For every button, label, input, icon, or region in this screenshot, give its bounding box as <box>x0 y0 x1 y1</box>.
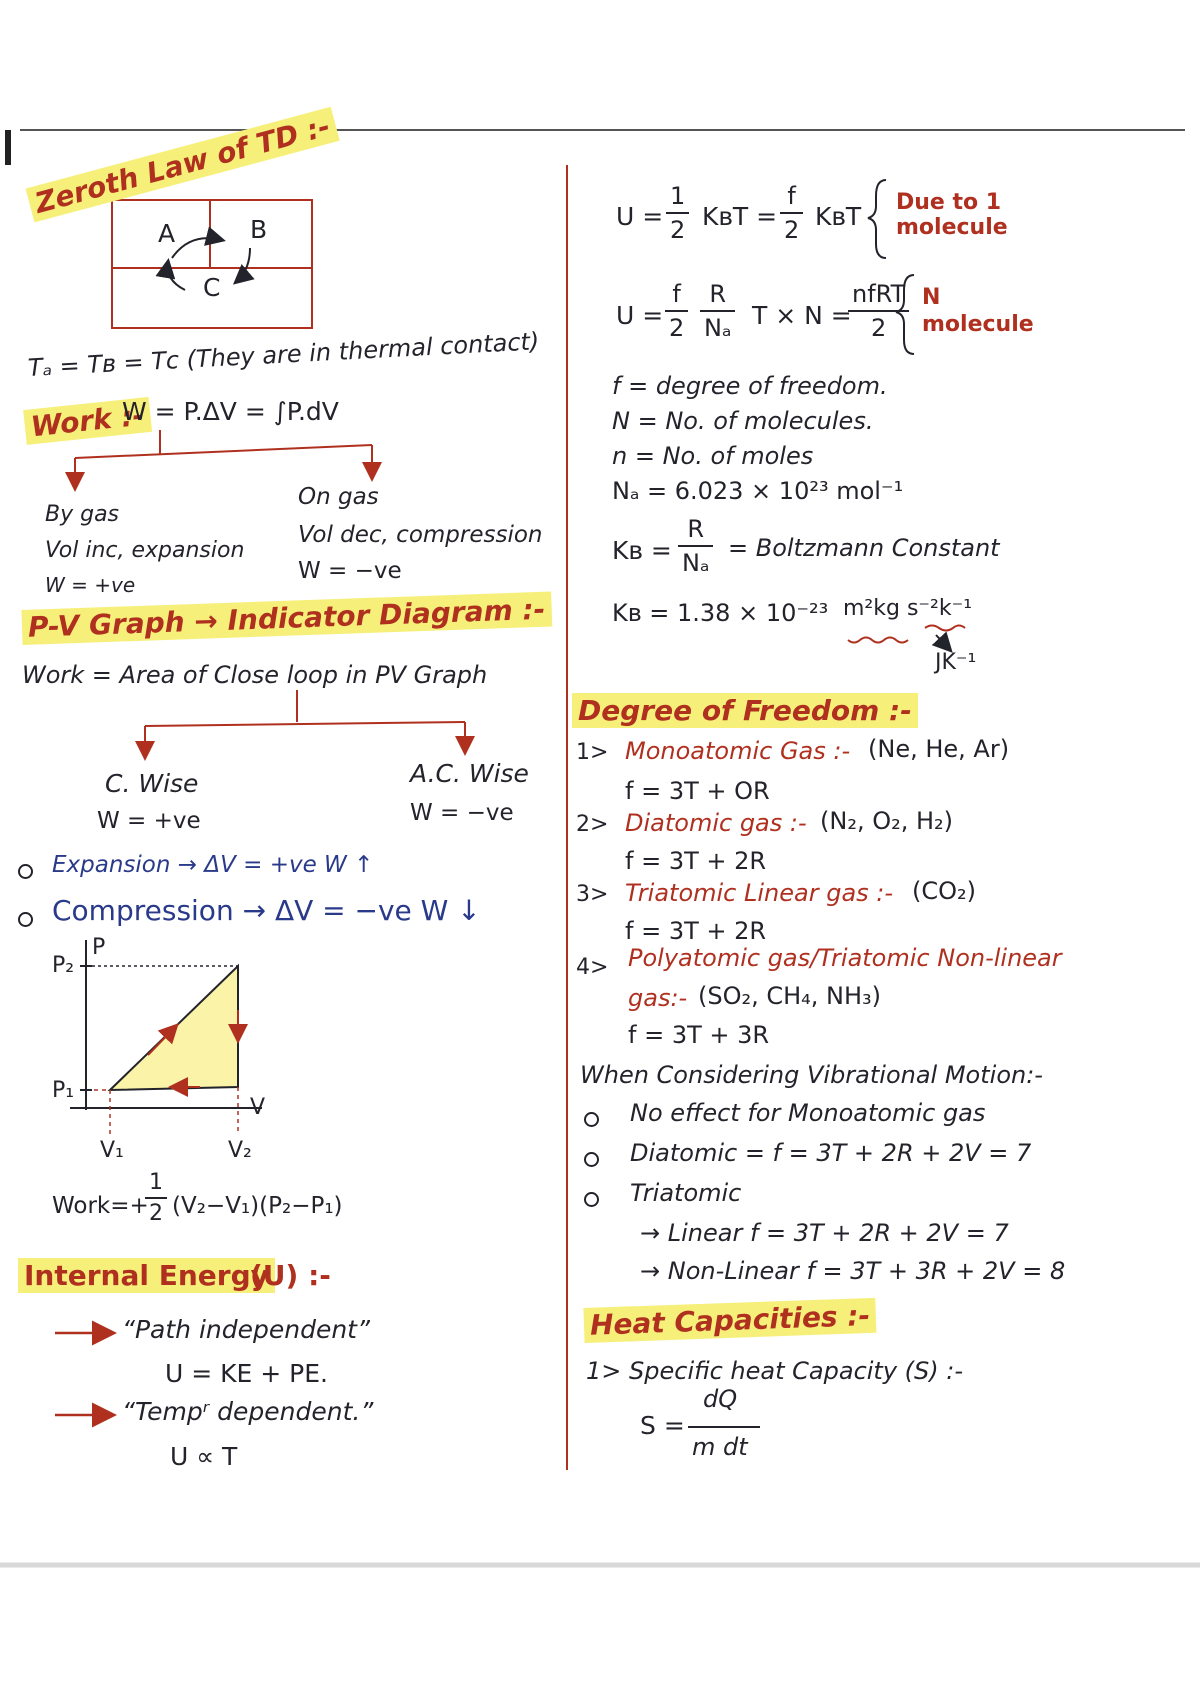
on-gas-title: On gas <box>298 484 379 510</box>
dof-item-3-name: Triatomic Linear gas :- <box>625 879 894 907</box>
kb-rhs: = Boltzmann Constant <box>728 534 1000 562</box>
fraction-bar <box>848 310 909 312</box>
dof-item-4-name2: gas:- <box>628 984 688 1012</box>
bullet <box>584 1112 599 1127</box>
temperature-equality: Tₐ = Tʙ = Tᴄ (They are in thermal contact) <box>27 327 540 382</box>
frac-num: R <box>709 280 727 308</box>
kb-units-alt: JK⁻¹ <box>935 650 977 675</box>
frac-den: 2 <box>870 314 887 342</box>
fraction-bar <box>780 212 803 214</box>
acwise-work: W = −ve <box>410 800 514 826</box>
u1-frac2 <box>780 182 803 244</box>
dof-item-3-num: 3> <box>576 882 609 907</box>
u2-frac3 <box>848 280 909 342</box>
def-f: f = degree of freedom. <box>612 372 888 400</box>
vib-no-effect: No effect for Monoatomic gas <box>630 1099 986 1127</box>
bullet <box>584 1152 599 1167</box>
u-equation: U = KE + PE. <box>165 1359 328 1388</box>
dof-item-1-num: 1> <box>576 740 609 765</box>
acwise-label: A.C. Wise <box>410 759 529 788</box>
u1-frac1 <box>666 182 689 244</box>
pv-work-formula-left: Work=+ <box>52 1193 149 1219</box>
bullet <box>584 1192 599 1207</box>
frac-num: R <box>687 515 705 543</box>
expansion-line: Expansion → ΔV = +ve W ↑ <box>52 852 374 878</box>
internal-energy-arrows <box>55 1333 112 1415</box>
u1-mid: KʙT = <box>702 202 778 231</box>
dof-item-4-examples: (SO₂, CH₄, NH₃) <box>698 982 882 1010</box>
frac-num: nfRT <box>852 280 906 308</box>
frac-den: 2 <box>670 216 686 244</box>
dof-item-2-num: 2> <box>576 812 609 837</box>
u2-frac2 <box>700 280 735 342</box>
dof-item-3-examples: (CO₂) <box>912 877 976 905</box>
u2-note-line1: N <box>922 285 941 310</box>
dof-item-4-name: Polyatomic gas/Triatomic Non-linear <box>628 944 1062 972</box>
u-proportional: U ∝ T <box>170 1442 238 1471</box>
by-gas-line1: Vol inc, expansion <box>45 538 245 563</box>
dof-heading: Degree of Freedom :- <box>572 693 918 728</box>
u1-lhs: U = <box>616 202 664 231</box>
u2-frac1 <box>665 280 688 342</box>
temp-dependent: “Tempʳ dependent.” <box>122 1397 374 1426</box>
compression-line: Compression → ΔV = −ve W ↓ <box>52 894 481 927</box>
cwise-label: C. Wise <box>105 769 199 798</box>
cwise-work: W = +ve <box>97 808 201 834</box>
frac-num: f <box>672 280 681 308</box>
u2-lhs: U = <box>616 301 664 330</box>
units-annotation <box>848 626 965 651</box>
pv-work-formula-right: (V₂−V₁)(P₂−P₁) <box>172 1193 343 1219</box>
internal-energy-suffix: (U) :- <box>250 1259 331 1292</box>
pv-work-fraction-den: 2 <box>149 1201 163 1226</box>
pv-tree <box>145 690 465 757</box>
kb-fraction <box>678 515 713 577</box>
work-area-text: Work = Area of Close loop in PV Graph <box>22 661 488 689</box>
work-heading: Work :- <box>23 397 152 445</box>
v2-label: V₂ <box>228 1138 252 1163</box>
frac-num: f <box>787 182 796 210</box>
kb-units: m²kg s⁻²k⁻¹ <box>843 596 973 621</box>
frac-den: 2 <box>784 216 800 244</box>
dof-item-2-formula: f = 3T + 2R <box>625 847 767 875</box>
dof-item-2-name: Diatomic gas :- <box>625 809 807 837</box>
u2-note-line2: molecule <box>922 312 1034 337</box>
vibrational-title: When Considering Vibrational Motion:- <box>580 1061 1043 1089</box>
dof-item-1-name: Monoatomic Gas :- <box>625 737 851 765</box>
p1-label: P₁ <box>52 1078 75 1103</box>
def-NA: Nₐ = 6.023 × 10²³ mol⁻¹ <box>612 477 904 505</box>
pv-work-fraction <box>145 1170 167 1226</box>
vib-triatomic: Triatomic <box>630 1179 742 1207</box>
v-axis-label: V <box>250 1095 266 1120</box>
pv-graph-heading: P-V Graph → Indicator Diagram :- <box>21 592 551 645</box>
def-n: n = No. of moles <box>612 442 814 470</box>
work-tree <box>75 430 372 488</box>
u1-note-line1: Due to 1 <box>896 190 1002 215</box>
label-b: B <box>250 215 268 244</box>
fraction-bar <box>145 1197 167 1199</box>
def-N: N = No. of molecules. <box>612 407 874 435</box>
s-num: dQ <box>703 1385 738 1413</box>
by-gas-line2: W = +ve <box>45 573 136 597</box>
bullet <box>18 912 33 927</box>
vib-nonlinear: → Non-Linear f = 3T + 3R + 2V = 8 <box>640 1257 1066 1285</box>
u2-mid: T × N = <box>752 301 852 330</box>
frac-den: 2 <box>669 314 685 342</box>
label-a: A <box>158 219 176 248</box>
u1-end: KʙT <box>815 202 862 231</box>
kb-lhs: Kʙ = <box>612 536 672 565</box>
bullet <box>18 864 33 879</box>
dof-item-4-formula: f = 3T + 3R <box>628 1021 770 1049</box>
zeroth-law-box <box>112 200 312 328</box>
s-lhs: S = <box>640 1411 685 1440</box>
internal-energy-heading: Internal Energy <box>18 1258 275 1293</box>
p-axis-label: P <box>92 935 106 960</box>
on-gas-line1: Vol dec, compression <box>298 522 543 548</box>
frac-den: Nₐ <box>704 314 732 342</box>
heat-capacities-heading: Heat Capacities :- <box>583 1298 876 1343</box>
vib-linear: → Linear f = 3T + 2R + 2V = 7 <box>640 1219 1009 1247</box>
dof-item-2-examples: (N₂, O₂, H₂) <box>820 807 953 835</box>
label-c: C <box>203 273 221 302</box>
fraction-bar <box>666 212 689 214</box>
specific-heat-item: 1> Specific heat Capacity (S) :- <box>586 1357 964 1385</box>
pv-graph <box>70 940 262 1135</box>
pv-work-fraction-num: 1 <box>149 1170 163 1195</box>
fraction-bar <box>678 545 713 547</box>
frac-num: 1 <box>670 182 686 210</box>
by-gas-title: By gas <box>45 502 120 527</box>
u1-note-line2: molecule <box>896 215 1008 240</box>
work-formula: W = P.ΔV = ∫P.dV <box>122 397 339 426</box>
dof-item-1-formula: f = 3T + OR <box>625 777 770 805</box>
fraction-bar <box>700 310 735 312</box>
v1-label: V₁ <box>100 1138 124 1163</box>
s-den: m dt <box>692 1433 748 1461</box>
p2-label: P₂ <box>52 953 75 978</box>
path-independent: “Path independent” <box>122 1315 370 1344</box>
dof-item-3-formula: f = 3T + 2R <box>625 917 767 945</box>
dof-item-4-num: 4> <box>576 955 609 980</box>
frac-den: Nₐ <box>682 549 710 577</box>
kb-value: Kʙ = 1.38 × 10⁻²³ <box>612 599 829 627</box>
dof-item-1-examples: (Ne, He, Ar) <box>868 735 1010 763</box>
zeroth-law-heading: Zeroth Law of TD :- <box>25 107 339 223</box>
fraction-bar <box>665 310 688 312</box>
vib-diatomic: Diatomic = f = 3T + 2R + 2V = 7 <box>630 1139 1032 1167</box>
on-gas-line2: W = −ve <box>298 558 402 584</box>
